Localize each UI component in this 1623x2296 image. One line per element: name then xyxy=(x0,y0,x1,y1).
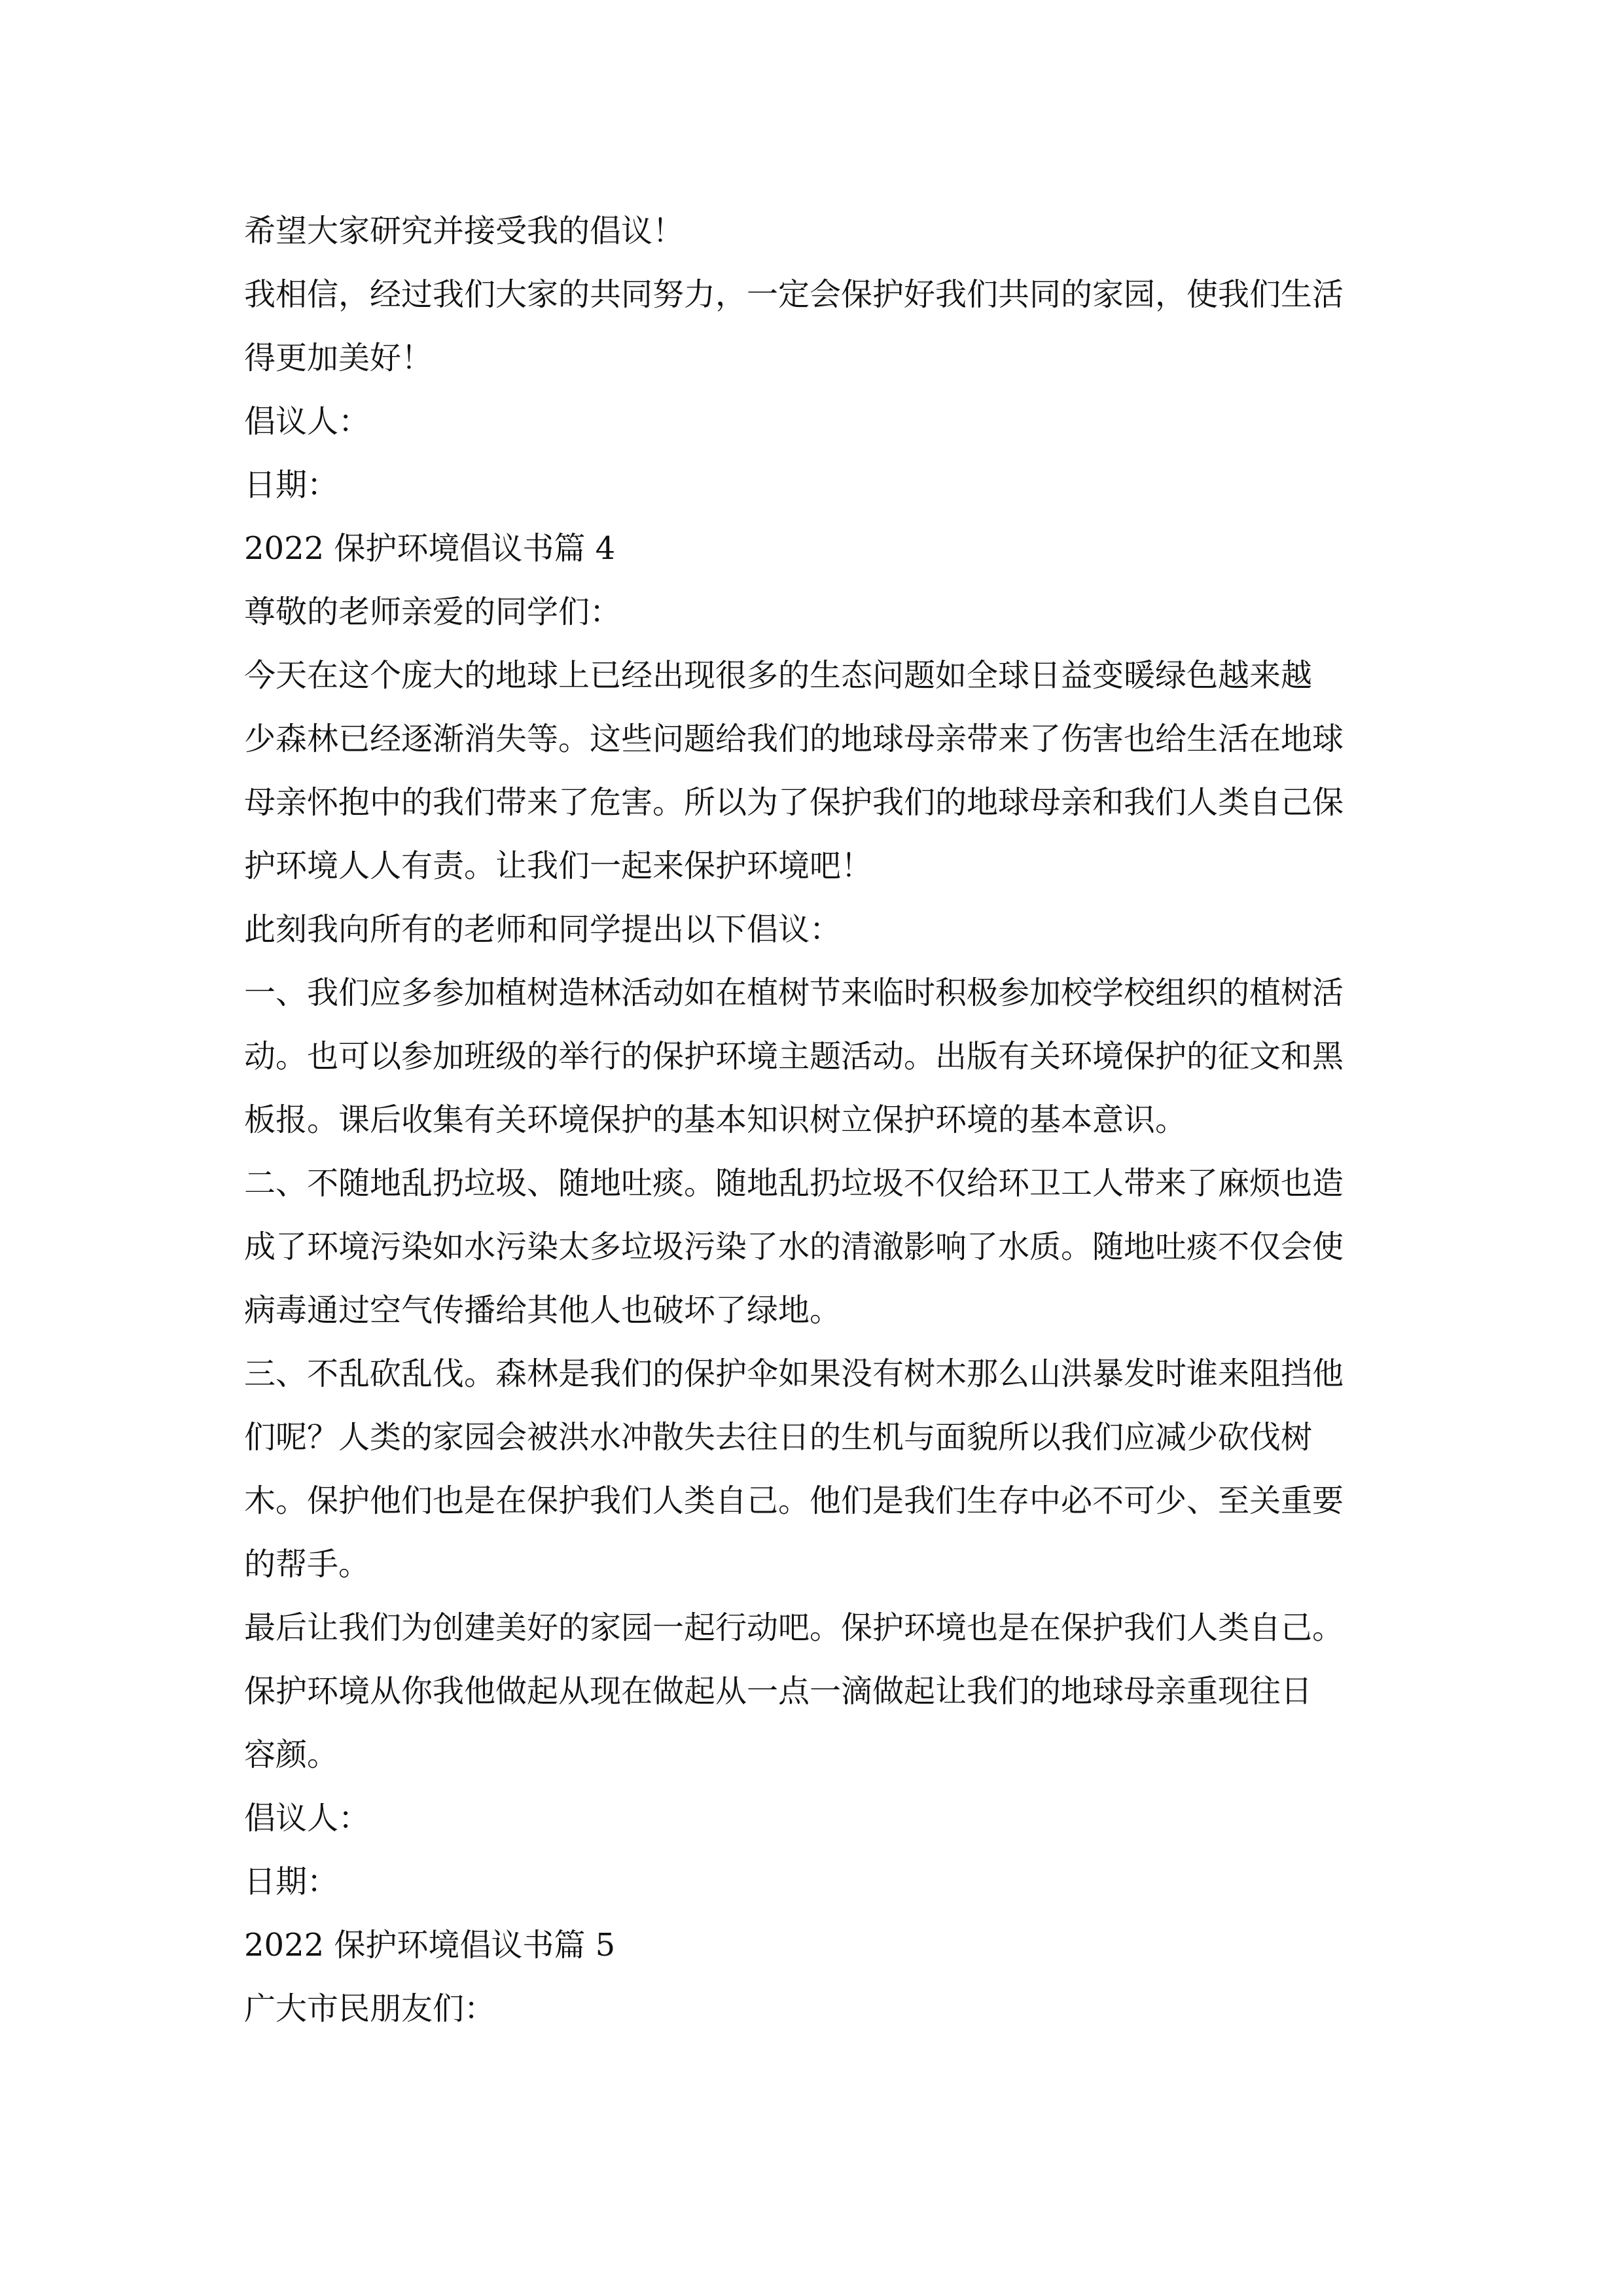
date-label: 日期： xyxy=(244,467,339,503)
text-line: 护环境人人有责。让我们一起来保护环境吧！ xyxy=(244,848,873,884)
text-line: 二、不随地乱扔垃圾、随地吐痰。随地乱扔垃圾不仅给环卫工人带来了麻烦也造 xyxy=(244,1165,1344,1202)
text-line: 动。也可以参加班级的举行的保护环境主题活动。出版有关环境保护的征文和黑 xyxy=(244,1038,1344,1075)
text-line: 板报。课后收集有关环境保护的基本知识树立保护环境的基本意识。 xyxy=(244,1102,1187,1138)
salutation: 广大市民朋友们： xyxy=(244,1990,496,2027)
date-label: 日期： xyxy=(244,1863,339,1900)
text-line: 木。保护他们也是在保护我们人类自己。他们是我们生存中必不可少、至关重要 xyxy=(244,1482,1344,1519)
text-line: 母亲怀抱中的我们带来了危害。所以为了保护我们的地球母亲和我们人类自己保 xyxy=(244,784,1344,821)
text-line: 最后让我们为创建美好的家园一起行动吧。保护环境也是在保护我们人类自己。 xyxy=(244,1609,1344,1646)
salutation: 尊敬的老师亲爱的同学们： xyxy=(244,594,622,630)
text-line: 的帮手。 xyxy=(244,1546,370,1583)
text-line: 得更加美好！ xyxy=(244,340,433,376)
text-line: 一、我们应多参加植树造林活动如在植树节来临时积极参加校学校组织的植树活 xyxy=(244,975,1344,1011)
text-line: 此刻我向所有的老师和同学提出以下倡议： xyxy=(244,911,842,948)
signature-label: 倡议人： xyxy=(244,1800,370,1837)
text-line: 少森林已经逐渐消失等。这些问题给我们的地球母亲带来了伤害也给生活在地球 xyxy=(244,721,1344,757)
text-line: 保护环境从你我他做起从现在做起从一点一滴做起让我们的地球母亲重现往日 xyxy=(244,1673,1313,1710)
text-line: 们呢？人类的家园会被洪水冲散失去往日的生机与面貌所以我们应减少砍伐树 xyxy=(244,1419,1313,1456)
text-line: 三、不乱砍乱伐。森林是我们的保护伞如果没有树木那么山洪暴发时谁来阻挡他 xyxy=(244,1355,1344,1392)
text-line: 希望大家研究并接受我的倡议！ xyxy=(244,213,685,249)
signature-label: 倡议人： xyxy=(244,403,370,440)
section-heading: 2022 保护环境倡议书篇 4 xyxy=(244,530,616,567)
text-line: 我相信，经过我们大家的共同努力，一定会保护好我们共同的家园，使我们生活 xyxy=(244,276,1344,313)
text-line: 今天在这个庞大的地球上已经出现很多的生态问题如全球日益变暖绿色越来越 xyxy=(244,657,1313,694)
document-body xyxy=(244,200,1396,2041)
text-line: 病毒通过空气传播给其他人也破坏了绿地。 xyxy=(244,1292,842,1329)
text-line: 容颜。 xyxy=(244,1736,339,1773)
section-heading: 2022 保护环境倡议书篇 5 xyxy=(244,1927,616,1964)
text-line: 成了环境污染如水污染太多垃圾污染了水的清澈影响了水质。随地吐痰不仅会使 xyxy=(244,1229,1344,1265)
